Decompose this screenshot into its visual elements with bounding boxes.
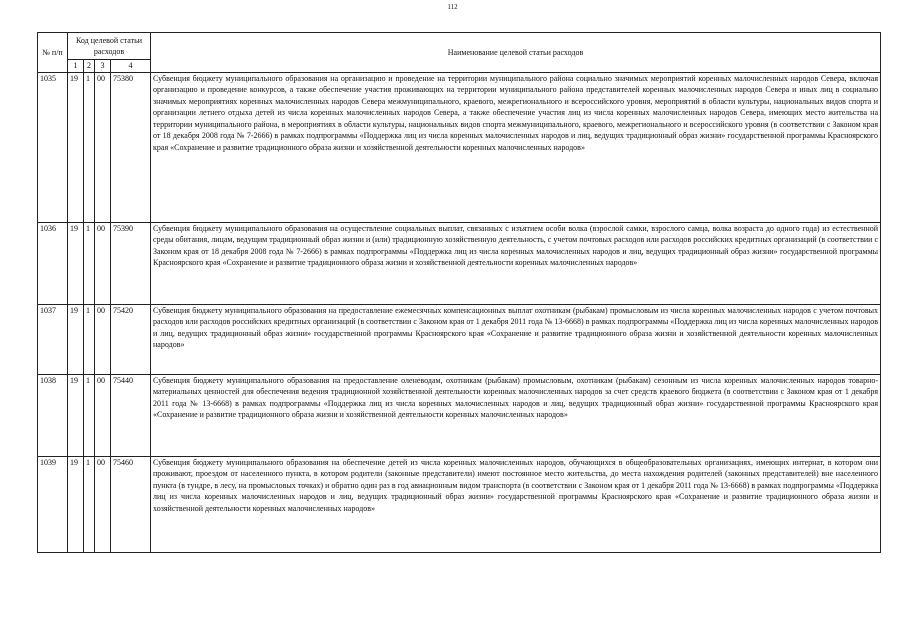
code-part-4: 75420 [111,304,151,374]
table-row [38,304,881,374]
row-number: 1036 [38,222,68,304]
code-part-3: 00 [95,222,111,304]
code-part-1: 19 [68,72,84,222]
code-part-4: 75440 [111,374,151,456]
code-part-2: 1 [84,374,95,456]
code-part-2: 1 [84,222,95,304]
code-part-3: 00 [95,374,111,456]
item-description: Субвенция бюджету муниципального образования на предоставление ежемесячных компенсационных выплат охотникам (рыбакам) промысловым из числа коренных малочисленных народов с учетом почтовых расходов или расходов российских кредитных организаций (в соответствии с Законом края от 1 декабря 2011 года № 13-6668) в рамках подпрограммы «Поддержка лиц из числа коренных малочисленных народов и лиц, ведущих традиционный образ жизни» государственной программы Красноярского края «Сохранение и развитие традиционного образа жизни и хозяйственной деятельности коренных малочисленных народов» [151,304,881,374]
table-row [38,374,881,456]
code-part-4: 75460 [111,456,151,552]
table-row [38,456,881,552]
code-part-4: 75380 [111,72,151,222]
item-description: Субвенция бюджету муниципального образования на осуществление социальных выплат, связанных с изъятием особи волка (взрослой самки, взрослого самца, волка возраста до одного года) из естественной среды обитания, лицам, ведущим традиционный образ жизни и (или) традиционную хозяйственную деятельность, с учетом почтовых расходов или расходов российских кредитных организаций (в соответствии с Законом края от 18 декабря 2008 года № 7-2666) в рамках подпрограммы «Поддержка лиц из числа коренных малочисленных народов и лиц, ведущих традиционный образ жизни» государственной программы Красноярского края «Сохранение и развитие традиционного образа жизни и хозяйственной деятельности коренных малочисленных народов» [151,222,881,304]
code-part-1: 19 [68,222,84,304]
header-name: Наименование целевой статьи расходов [151,33,881,73]
code-part-2: 1 [84,456,95,552]
code-part-3: 00 [95,304,111,374]
row-number: 1039 [38,456,68,552]
code-part-1: 19 [68,374,84,456]
code-part-2: 1 [84,304,95,374]
code-part-2: 1 [84,72,95,222]
row-number: 1038 [38,374,68,456]
code-part-1: 19 [68,456,84,552]
item-description: Субвенция бюджету муниципального образования на обеспечение детей из числа коренных малочисленных народов, обучающихся в общеобразовательных организациях, имеющих интернат, в котором они проживают, проездом от населенного пункта, в котором родители (законные представители) имеют постоянное место жительства, до места нахождения родителей (законных представителей) вне населенного пункта (в тундре, в лесу, на промысловых точках) и обратно один раз в год авиационным видом транспорта (в соответствии с Законом края от 1 декабря 2011 года № 13-6668) в рамках подпрограммы «Поддержка лиц из числа коренных малочисленных народов и лиц, ведущих традиционный образ жизни» государственной программы Красноярского края «Сохранение и развитие традиционного образа жизни и хозяйственной деятельности коренных малочисленных народов» [151,456,881,552]
column-number-2: 2 [84,60,95,73]
column-number-3: 3 [95,60,111,73]
code-part-3: 00 [95,72,111,222]
header-row-number: № п/п [38,33,68,73]
table-row [38,72,881,222]
column-number-1: 1 [68,60,84,73]
row-number: 1037 [38,304,68,374]
column-number-4: 4 [111,60,151,73]
row-number: 1035 [38,72,68,222]
header-code: Код целевой статьи расходов [68,33,151,60]
item-description: Субвенция бюджету муниципального образования на организацию и проведение на территории муниципального района социально значимых мероприятий коренных малочисленных народов Севера, включая организацию и проведение конкурсов, а также обеспечение участия проживающих на территории муниципального района представителей коренных малочисленных народов Севера и иных лиц в социально значимых мероприятиях коренных малочисленных народов Севера межмуниципального, краевого, межрегионального и всероссийского уровня, мероприятий в области культуры, национальных видов спорта и организации летнего отдыха детей из числа коренных малочисленных народов Севера, а также обеспечение участия лиц из числа коренных малочисленных народов Севера, имеющих место жительства на территории муниципального района, в мероприятиях в области культуры, национальных видов спорта межмуниципального, краевого, межрегионального и всероссийского уровня (в соответствии с Законом края от 18 декабря 2008 года № 7-2666) в рамках подпрограммы «Поддержка лиц из числа коренных малочисленных народов и лиц, ведущих традиционный образ жизни» государственной программы Красноярского края «Сохранение и развитие традиционного образа жизни и хозяйственной деятельности коренных малочисленных народов» [151,72,881,222]
code-part-3: 00 [95,456,111,552]
item-description: Субвенция бюджету муниципального образования на предоставление оленеводам, охотникам (рыбакам) промысловым, охотникам (рыбакам) сезонным из числа коренных малочисленных народов товарно-материальных ценностей для обеспечения ведения традиционной хозяйственной деятельности коренных малочисленных народов за счет средств краевого бюджета (в соответствии с Законом края от 1 декабря 2011 года № 13-6668) в рамках подпрограммы «Поддержка лиц из числа коренных малочисленных народов и лиц, ведущих традиционный образ жизни» государственной программы Красноярского края «Сохранение и развитие традиционного образа жизни и хозяйственной деятельности коренных малочисленных народов» [151,374,881,456]
code-part-4: 75390 [111,222,151,304]
page-number: 112 [447,3,458,11]
table-row [38,222,881,304]
code-part-1: 19 [68,304,84,374]
budget-items-table [37,32,881,553]
